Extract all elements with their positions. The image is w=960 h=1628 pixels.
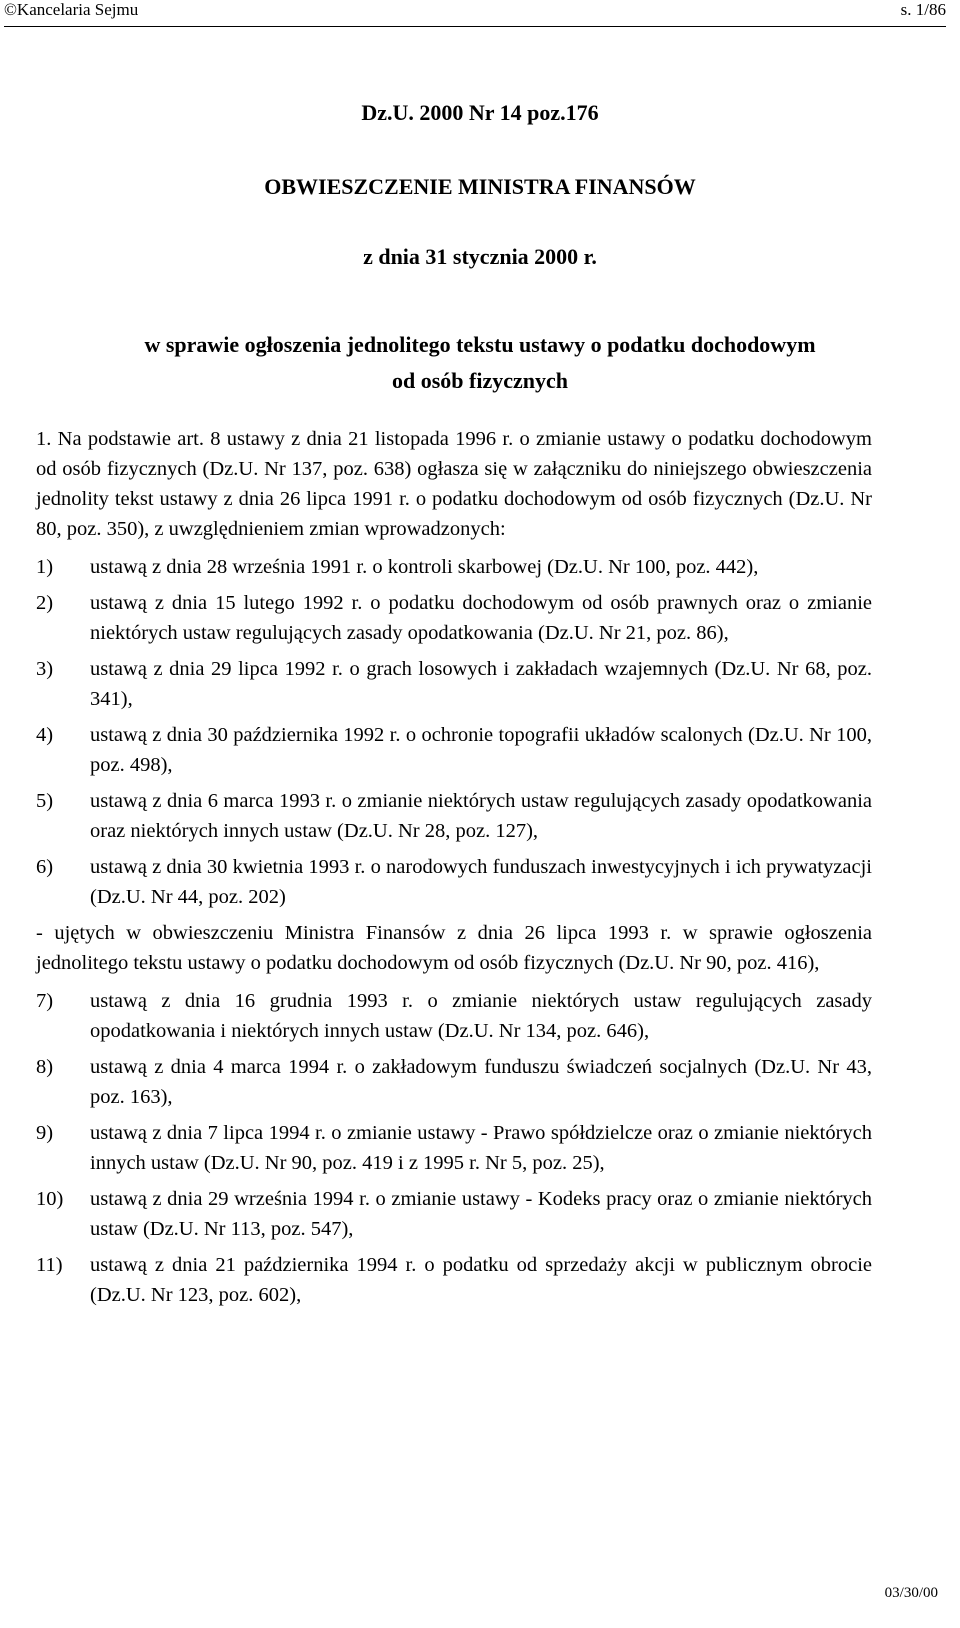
document-subject xyxy=(0,327,960,399)
list-item-text: ustawą z dnia 16 grudnia 1993 r. o zmianie niektórych ustaw regulujących zasady opodatkowania i niektórych innych ustaw (Dz.U. Nr 134, poz. 646), xyxy=(90,990,872,1042)
list-item-number: 2) xyxy=(36,592,54,614)
list-item xyxy=(36,852,872,912)
list-item-text: ustawą z dnia 29 lipca 1992 r. o grach losowych i zakładach wzajemnych (Dz.U. Nr 68, poz. 341), xyxy=(90,658,872,710)
list-item-text: ustawą z dnia 21 października 1994 r. o podatku od sprzedaży akcji w publicznym obrocie (Dz.U. Nr 123, poz. 602), xyxy=(90,1254,872,1306)
document-subject-line-1: w sprawie ogłoszenia jednolitego tekstu ustawy o podatku dochodowym xyxy=(144,332,816,357)
list-item xyxy=(36,1118,872,1178)
amendment-list-a xyxy=(36,552,872,912)
list-item xyxy=(36,720,872,780)
list-item-text: ustawą z dnia 4 marca 1994 r. o zakładowym funduszu świadczeń socjalnych (Dz.U. Nr 43, poz. 163), xyxy=(90,1056,872,1108)
page-footer-date: 03/30/00 xyxy=(884,1585,938,1601)
list-item-number: 3) xyxy=(36,658,54,680)
list-item-number: 7) xyxy=(36,990,54,1012)
list-item xyxy=(36,588,872,648)
list-item-text: ustawą z dnia 30 kwietnia 1993 r. o narodowych funduszach inwestycyjnych i ich prywatyzacji (Dz.U. Nr 44, poz. 202) xyxy=(90,856,872,908)
list-item-number: 6) xyxy=(36,856,54,878)
list-item-number: 11) xyxy=(36,1254,63,1276)
intro-paragraph: 1. Na podstawie art. 8 ustawy z dnia 21 listopada 1996 r. o zmianie ustawy o podatku dochodowym od osób fizycznych (Dz.U. Nr 137, poz. 638) ogłasza się w załączniku do niniejszego obwieszczenia jednolity tekst ustawy z dnia 26 lipca 1991 r. o podatku dochodowym od osób fizycznych (Dz.U. Nr 80, poz. 350), z uwzględnieniem zmian wprowadzonych: xyxy=(36,428,872,540)
list-item xyxy=(36,654,872,714)
list-item xyxy=(36,552,872,582)
journal-reference: Dz.U. 2000 Nr 14 poz.176 xyxy=(361,100,599,125)
list-item-text: ustawą z dnia 7 lipca 1994 r. o zmianie ustawy - Prawo spółdzielcze oraz o zmianie niektórych innych ustaw (Dz.U. Nr 90, poz. 419 i z 1995 r. Nr 5, poz. 25), xyxy=(90,1122,872,1174)
page-header xyxy=(4,0,946,27)
list-item-number: 1) xyxy=(36,556,54,578)
list-item-number: 4) xyxy=(36,724,54,746)
header-page-number: s. 1/86 xyxy=(900,0,946,19)
document-body xyxy=(36,424,872,1316)
list-item xyxy=(36,786,872,846)
document-date: z dnia 31 stycznia 2000 r. xyxy=(363,244,597,269)
list-item-number: 8) xyxy=(36,1056,54,1078)
list-item xyxy=(36,1052,872,1112)
dash-paragraph: - ujętych w obwieszczeniu Ministra Finansów z dnia 26 lipca 1993 r. w sprawie ogłoszenia jednolitego tekstu ustawy o podatku dochodowym od osób fizycznych (Dz.U. Nr 90, poz. 416), xyxy=(36,922,872,974)
list-item-text: ustawą z dnia 6 marca 1993 r. o zmianie niektórych ustaw regulujących zasady opodatkowania oraz niektórych innych ustaw (Dz.U. Nr 28, poz. 127), xyxy=(90,790,872,842)
document-subject-line-2: od osób fizycznych xyxy=(392,368,568,393)
list-item xyxy=(36,986,872,1046)
list-item xyxy=(36,1250,872,1310)
document-type-title: OBWIESZCZENIE MINISTRA FINANSÓW xyxy=(264,174,696,199)
list-item-number: 10) xyxy=(36,1188,64,1210)
list-item-text: ustawą z dnia 15 lutego 1992 r. o podatku dochodowym od osób prawnych oraz o zmianie niektórych ustaw regulujących zasady opodatkowania (Dz.U. Nr 21, poz. 86), xyxy=(90,592,872,644)
list-item xyxy=(36,1184,872,1244)
header-publisher: ©Kancelaria Sejmu xyxy=(4,0,139,19)
list-item-text: ustawą z dnia 29 września 1994 r. o zmianie ustawy - Kodeks pracy oraz o zmianie niektórych ustaw (Dz.U. Nr 113, poz. 547), xyxy=(90,1188,872,1240)
list-item-text: ustawą z dnia 30 października 1992 r. o ochronie topografii układów scalonych (Dz.U. Nr 100, poz. 498), xyxy=(90,724,872,776)
list-item-text: ustawą z dnia 28 września 1991 r. o kontroli skarbowej (Dz.U. Nr 100, poz. 442), xyxy=(90,556,759,578)
list-item-number: 5) xyxy=(36,790,54,812)
list-item-number: 9) xyxy=(36,1122,54,1144)
amendment-list-b xyxy=(36,986,872,1310)
